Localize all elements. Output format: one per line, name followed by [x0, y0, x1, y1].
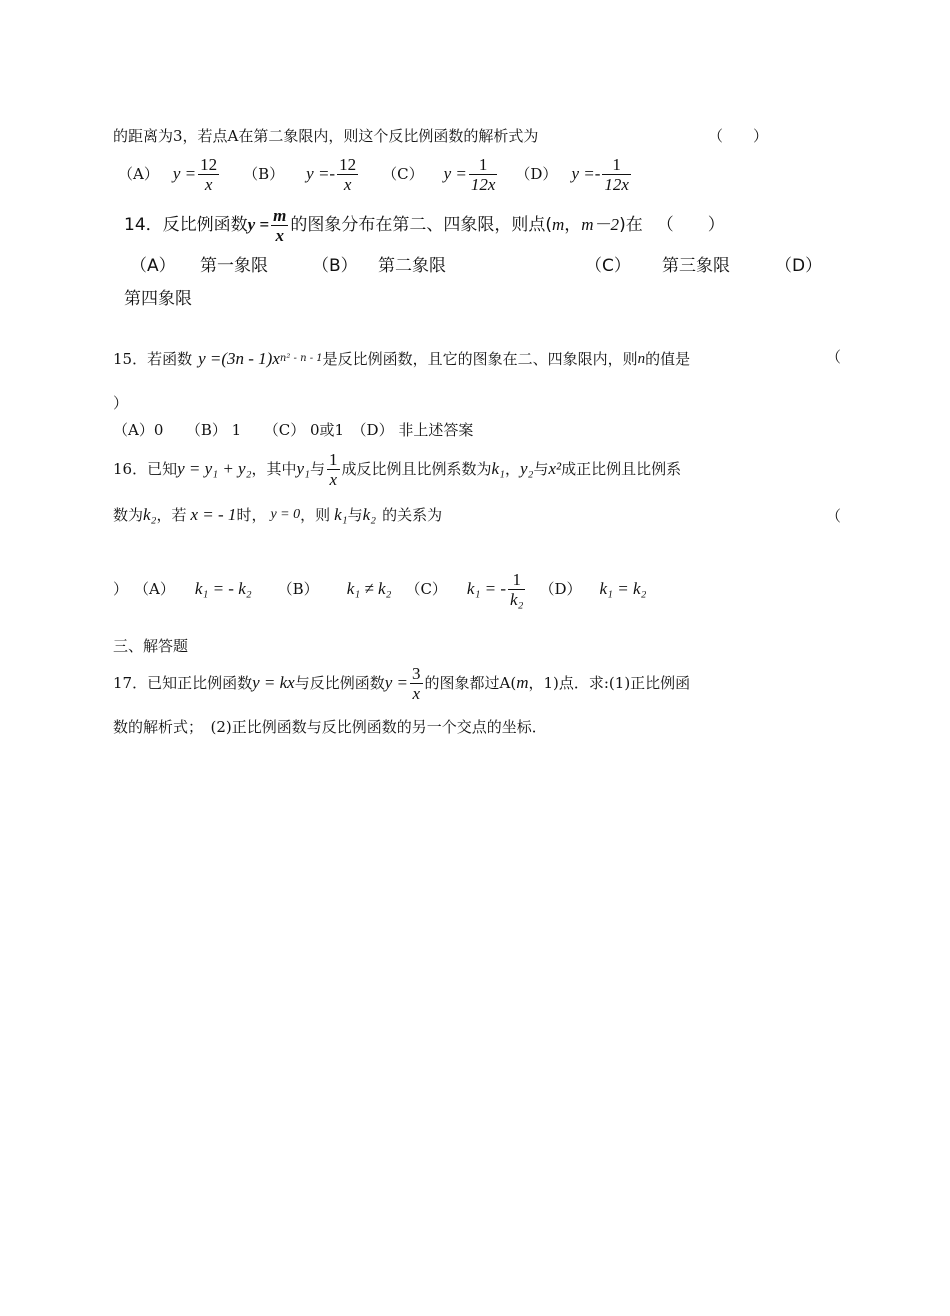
q16-option-c-label: （C）	[405, 580, 447, 598]
q14-option-a-label: （A）	[130, 256, 176, 276]
q13-option-c-lhs: y =	[443, 164, 467, 183]
q14-option-c: 第三象限	[662, 256, 730, 276]
q13-option-c-label: （C）	[382, 165, 424, 183]
q13-stem: 的距离为3，若点A在第二象限内，则这个反比例函数的解析式为	[113, 127, 539, 145]
q16-option-b-label: （B）	[277, 580, 319, 598]
q13-option-d-fraction: $\frac{1}{12x}$	[604, 154, 629, 194]
q14-stem: 14．反比例函数 y = $\frac{m}{x}$ 的图象分布在第二、四象限，则点( m ， m－2 )在 （ ）	[124, 205, 725, 245]
q16-option-c-fraction: $\frac{1}{\text{k₂}}$	[510, 569, 524, 609]
q16-paren-open: （	[826, 507, 842, 525]
q17-fraction: $\frac{3}{x}$	[412, 663, 421, 703]
q13-option-d-lhs: y =-	[571, 164, 601, 183]
q16-options: ） （A） k₁ = - k₂ （B） k₁ ≠ k₂ （C） k₁ = - $\frac{1}{\text{k₂}}$ （D） k₁ = k₂	[113, 569, 647, 609]
q16-option-a-label: （A）	[134, 580, 175, 598]
q15-options: （A）0 （B） 1 （C） 0或1 （D） 非上述答案	[113, 421, 474, 439]
q17-line2: 数的解析式； (2)正比例函数与反比例函数的另一个交点的坐标．	[113, 718, 547, 736]
q15-paren-open: （	[826, 348, 842, 366]
section-heading: 三、解答题	[113, 637, 189, 655]
q15-exponent: n² - n - 1	[279, 353, 323, 364]
q13-option-d-label: （D）	[515, 165, 558, 183]
q16-option-c-lhs: k₁ = -	[466, 579, 507, 598]
q15-stem: 15．若函数 y =(3n - 1)x n² - n - 1 是反比例函数，且它的图象在二、四象限内，则 n 的值是	[113, 349, 691, 368]
q13-option-c-fraction: $\frac{1}{12x}$	[470, 154, 496, 194]
q15-function: y =(3n - 1)x	[198, 349, 280, 368]
q13-option-a-fraction: $\frac{12}{x}$	[200, 154, 218, 194]
q16-line1: 16．已知 y = y₁ + y₂ ，其中 y₁ 与 $\frac{1}{x}$ 成反比例且比例系数为 k₁ ， y₂ 与 x² 成正比例且比例系	[113, 449, 682, 489]
q14-option-b-label: （B）	[312, 256, 358, 276]
q16-fraction: $\frac{1}{x}$	[329, 449, 338, 489]
q16-option-b: k₁ ≠ k₂	[346, 579, 392, 598]
q13-option-a-label: （A）	[118, 165, 159, 183]
q14-option-c-label: （C）	[585, 256, 631, 276]
q14-option-d: 第四象限	[124, 289, 192, 309]
q17-line1: 17．已知正比例函数 y = kx 与反比例函数 y = $\frac{3}{x}$ 的图象都过A( m ，1)点．求:(1)正比例函	[113, 663, 691, 703]
q13-option-b-fraction: $\frac{12}{x}$	[339, 154, 357, 194]
q13-option-b-label: （B）	[243, 165, 285, 183]
q16-line2: 数为 k₂ ，若 x = - 1 时， y = 0 ，则 k₁ 与 k₂ 的关系为	[113, 505, 443, 524]
q16-option-d-label: （D）	[539, 580, 582, 598]
q13-option-b-lhs: y =-	[306, 164, 336, 183]
q16-option-a: k₁ = - k₂	[194, 579, 252, 598]
q14-option-a: 第一象限	[200, 256, 268, 276]
q13-answer-paren: （ ）	[708, 127, 769, 145]
q14-option-d-label: （D）	[775, 256, 823, 276]
q14-fraction: $\frac{m}{x}$	[273, 205, 287, 245]
q13-option-a-lhs: y =	[172, 164, 197, 183]
q14-answer-paren: （ ）	[656, 215, 725, 235]
q14-option-b: 第二象限	[378, 256, 446, 276]
q15-paren-close: ）	[113, 394, 129, 412]
q13-options	[118, 152, 633, 196]
q16-option-d: k₁ = k₂	[599, 579, 647, 598]
